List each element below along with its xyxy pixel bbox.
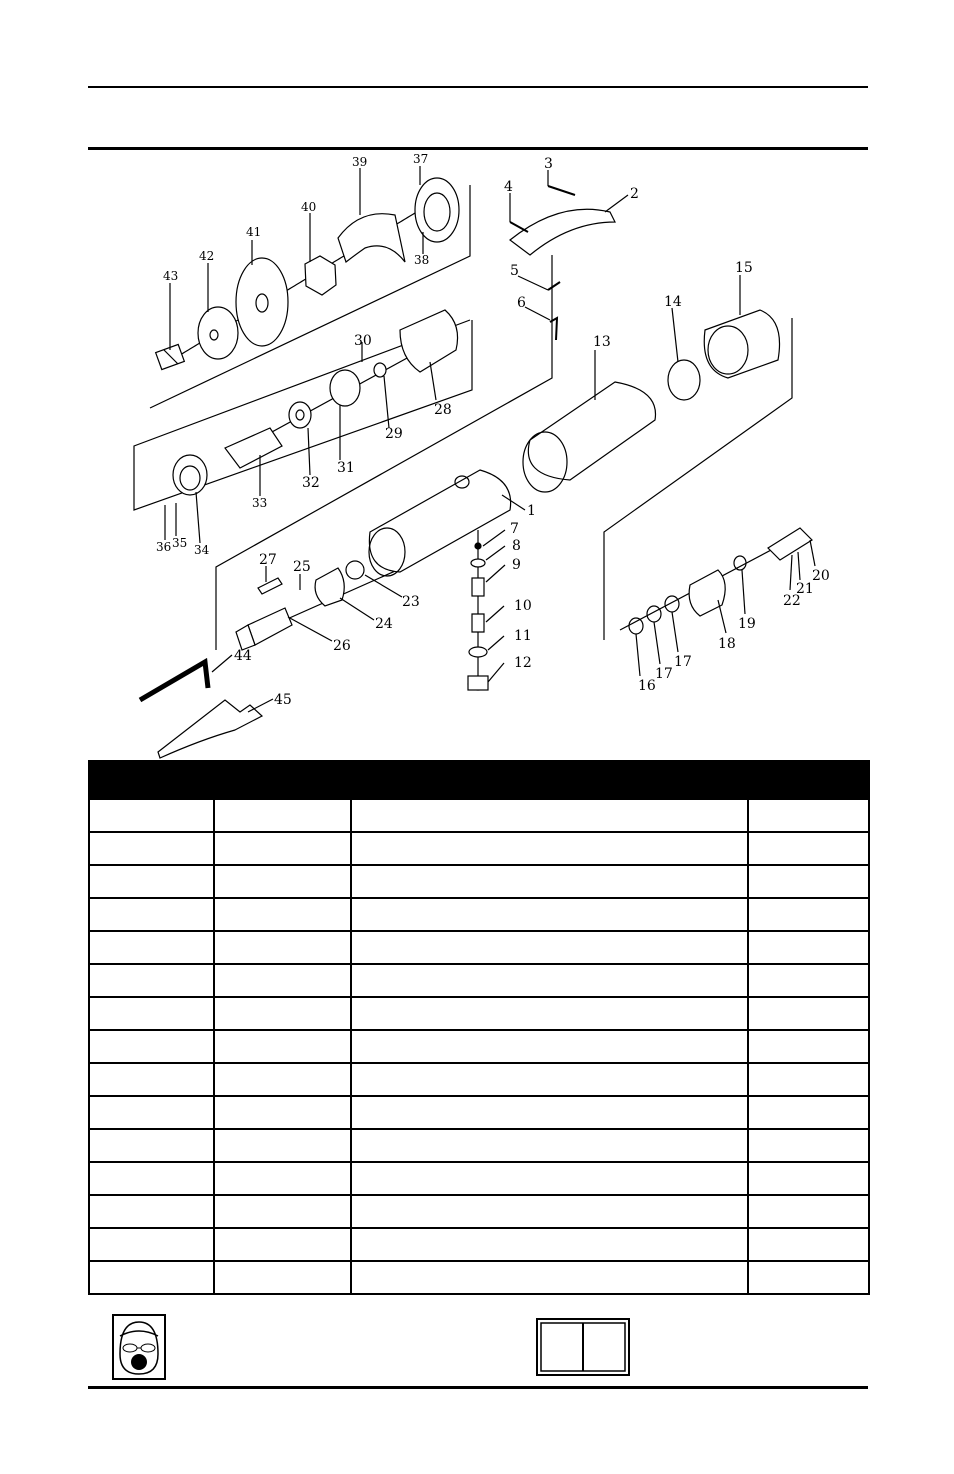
callout-2: 2 [630,186,639,202]
bottom-rule [88,1386,868,1389]
callout-22: 22 [783,593,801,609]
callout-30: 30 [354,333,372,349]
table-cell [748,799,869,832]
table-cell [214,1030,351,1063]
table-cell [351,1261,748,1294]
callout-33: 33 [252,496,268,510]
callout-15: 15 [735,260,753,276]
table-cell [748,1030,869,1063]
table-cell [351,1195,748,1228]
exploded-parts-diagram [0,150,954,760]
table-cell [214,898,351,931]
callout-28: 28 [434,402,452,418]
callout-18: 18 [718,636,736,652]
callout-32: 32 [302,475,320,491]
table-cell [89,1129,214,1162]
callout-44: 44 [234,648,252,664]
callout-23: 23 [402,594,420,610]
callout-42: 42 [199,249,215,263]
safety-goggles-mask-icon [112,1314,166,1380]
callout-43: 43 [163,269,179,283]
table-row [89,832,869,865]
callout-45: 45 [274,692,292,708]
table-cell [351,1129,748,1162]
table-cell [89,964,214,997]
callout-26: 26 [333,638,351,654]
table-cell [89,997,214,1030]
table-row [89,1162,869,1195]
column-header [351,761,748,799]
callout-37: 37 [413,152,429,166]
table-cell [214,865,351,898]
callout-40: 40 [301,200,317,214]
callout-41: 41 [246,225,262,239]
table-cell [214,832,351,865]
table-cell [351,1096,748,1129]
table-cell [89,1228,214,1261]
callout-8: 8 [512,538,521,554]
table-cell [214,1096,351,1129]
table-cell [214,931,351,964]
table-cell [214,799,351,832]
callout-35: 35 [172,536,188,550]
table-cell [214,997,351,1030]
callout-13: 13 [593,334,611,350]
table-cell [748,1063,869,1096]
table-cell [748,1162,869,1195]
table-cell [214,1162,351,1195]
table-cell [351,898,748,931]
table-cell [748,1228,869,1261]
callout-27: 27 [259,552,277,568]
table-cell [748,898,869,931]
table-cell [351,1162,748,1195]
callout-24: 24 [375,616,393,632]
table-row [89,931,869,964]
table-row [89,997,869,1030]
callout-25: 25 [293,559,311,575]
table-cell [89,1195,214,1228]
callout-4: 4 [504,179,513,195]
table-cell [89,1030,214,1063]
table-cell [351,799,748,832]
table-cell [89,1063,214,1096]
column-header [89,761,214,799]
table-cell [748,832,869,865]
callout-12: 12 [514,655,532,671]
table-cell [89,832,214,865]
table-row [89,1030,869,1063]
table-cell [748,1096,869,1129]
table-cell [214,1261,351,1294]
callout-7: 7 [510,521,519,537]
callout-1: 1 [527,503,536,519]
table-row [89,1096,869,1129]
table-cell [214,964,351,997]
table-row [89,964,869,997]
table-cell [748,997,869,1030]
table-cell [748,865,869,898]
table-cell [748,1129,869,1162]
callout-36: 36 [156,540,172,554]
table-cell [748,931,869,964]
callout-16: 16 [638,678,656,694]
table-cell [351,832,748,865]
column-header [214,761,351,799]
callout-17b: 17 [674,654,692,670]
table-cell [89,898,214,931]
callout-39: 39 [352,155,368,169]
table-cell [89,1096,214,1129]
callout-14: 14 [664,294,682,310]
callout-3: 3 [544,156,553,172]
table-cell [214,1195,351,1228]
table-cell [748,964,869,997]
table-row [89,1063,869,1096]
callout-20: 20 [812,568,830,584]
table-cell [351,964,748,997]
callout-31: 31 [337,460,355,476]
callout-29: 29 [385,426,403,442]
table-cell [748,1261,869,1294]
table-cell [89,931,214,964]
table-row [89,1195,869,1228]
table-cell [89,1261,214,1294]
parts-list-table [88,760,870,1295]
table-row [89,1261,869,1294]
table-row [89,865,869,898]
table-cell [748,1195,869,1228]
table-row [89,799,869,832]
callout-9: 9 [512,557,521,573]
table-row [89,1228,869,1261]
callout-10: 10 [514,598,532,614]
table-cell [351,997,748,1030]
manual-book-icon [536,1318,630,1376]
table-cell [214,1228,351,1261]
table-cell [351,1030,748,1063]
callout-21: 21 [796,581,814,597]
callout-11: 11 [514,628,532,644]
table-row [89,898,869,931]
callout-17a: 17 [655,666,673,682]
table-cell [89,799,214,832]
table-cell [351,1063,748,1096]
top-rule [88,86,868,88]
table-cell [351,1228,748,1261]
callout-19: 19 [738,616,756,632]
table-cell [89,865,214,898]
table-row [89,1129,869,1162]
table-cell [351,865,748,898]
callout-38: 38 [414,253,430,267]
column-header [748,761,869,799]
callout-6: 6 [517,295,526,311]
table-cell [89,1162,214,1195]
table-cell [351,931,748,964]
callout-5: 5 [510,263,519,279]
table-header-row [89,761,869,799]
table-cell [214,1129,351,1162]
callout-34: 34 [194,543,210,557]
table-cell [214,1063,351,1096]
